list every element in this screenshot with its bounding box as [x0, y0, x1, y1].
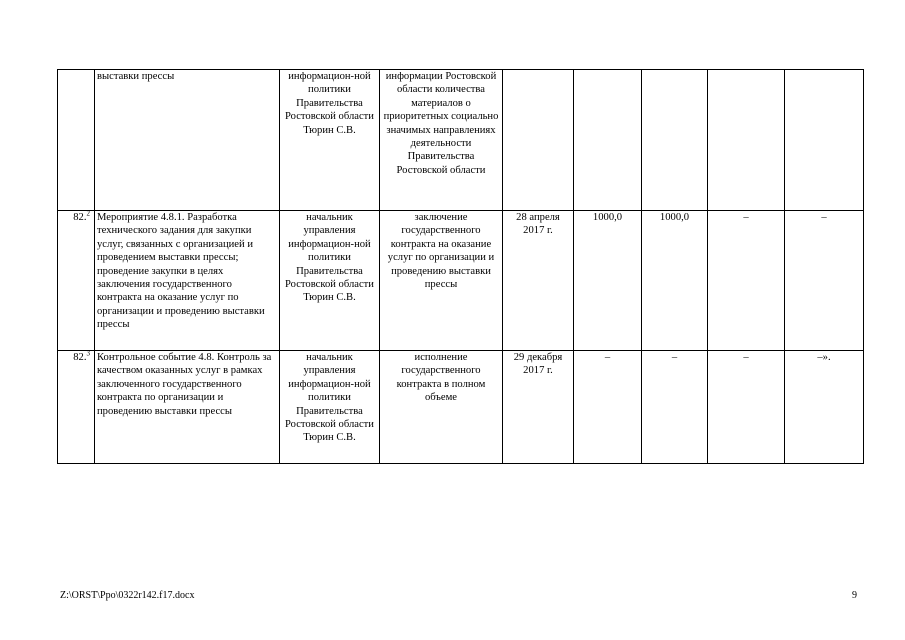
row-number-cell: 82.$^3$ — [58, 351, 95, 464]
row-number-cell: 82.$^2$ — [58, 211, 95, 351]
responsible-cell: начальник управления информацион-ной политики Правительства Ростовской области Тюрин С.В. — [280, 351, 380, 464]
table-row — [58, 70, 864, 211]
date-cell: 29 декабря 2017 г. — [503, 351, 574, 464]
responsible-cell: начальник управления информацион-ной политики Правительства Ростовской области Тюрин С.В. — [280, 211, 380, 351]
value-cell-2: – — [642, 351, 708, 464]
responsible-cell: информацион-ной политики Правительства Ростовской области Тюрин С.В. — [280, 70, 380, 211]
result-cell: заключение государственного контракта на оказание услуг по организации и проведению выставки прессы — [380, 211, 503, 351]
plan-table — [57, 69, 864, 464]
footer-file-path: Z:\ORST\Ppo\0322r142.f17.docx — [60, 590, 195, 601]
value-cell-1 — [574, 70, 642, 211]
table-row — [58, 211, 864, 351]
value-cell-3: – — [708, 351, 785, 464]
description-cell: выставки прессы — [95, 70, 280, 211]
description-cell: Контрольное событие 4.8. Контроль за качеством оказанных услуг в рамках заключенного государственного контракта по организации и проведению выставки прессы — [95, 351, 280, 464]
table-row — [58, 351, 864, 464]
date-cell — [503, 70, 574, 211]
value-cell-2: 1000,0 — [642, 211, 708, 351]
date-cell: 28 апреля 2017 г. — [503, 211, 574, 351]
page-number: 9 — [852, 590, 857, 601]
result-cell: исполнение государственного контракта в полном объеме — [380, 351, 503, 464]
value-cell-3 — [708, 70, 785, 211]
row-number-cell — [58, 70, 95, 211]
value-cell-4 — [785, 70, 864, 211]
value-cell-3: – — [708, 211, 785, 351]
result-cell: информации Ростовской области количества материалов о приоритетных социально значимых направлениях деятельности Правительства Ростовской области — [380, 70, 503, 211]
value-cell-4: –». — [785, 351, 864, 464]
description-cell: Мероприятие 4.8.1. Разработка технического задания для закупки услуг, связанных с организацией и проведением выставки прессы; проведение закупки в целях заключения государственного контракта на оказание услуг по организации и проведению выставки прессы — [95, 211, 280, 351]
value-cell-4: – — [785, 211, 864, 351]
value-cell-1: 1000,0 — [574, 211, 642, 351]
value-cell-1: – — [574, 351, 642, 464]
value-cell-2 — [642, 70, 708, 211]
